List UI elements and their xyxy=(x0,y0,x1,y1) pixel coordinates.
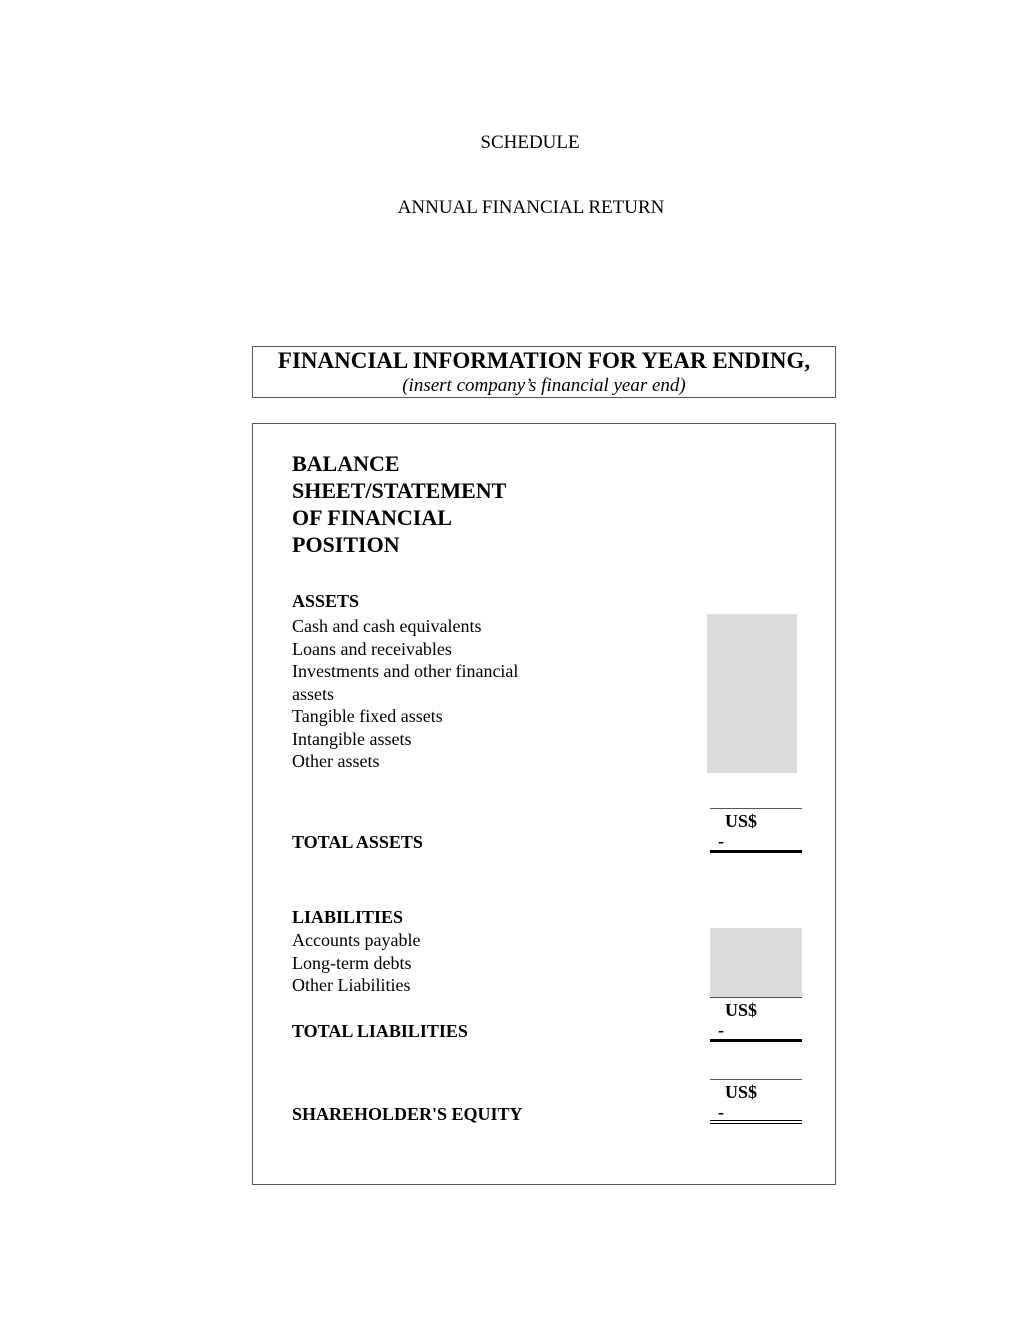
list-item: Intangible assets xyxy=(292,728,412,749)
title-line: BALANCE xyxy=(292,451,400,476)
list-item: Other Liabilities xyxy=(292,975,411,995)
title-line: POSITION xyxy=(292,532,400,557)
financial-info-box xyxy=(252,346,836,398)
assets-heading: ASSETS xyxy=(292,591,360,611)
shareholders-equity-value: - xyxy=(718,1102,724,1122)
total-assets-cell xyxy=(710,808,802,853)
list-item: assets xyxy=(292,683,334,704)
list-item: Tangible fixed assets xyxy=(292,706,443,726)
liabilities-entry-area[interactable] xyxy=(710,928,802,998)
total-underline xyxy=(710,1039,802,1042)
total-liabilities-value: - xyxy=(718,1020,724,1040)
balance-sheet-box xyxy=(252,423,836,1185)
balance-sheet-title xyxy=(292,450,552,558)
liabilities-heading: LIABILITIES xyxy=(292,907,404,927)
schedule-heading: SCHEDULE xyxy=(480,132,580,153)
liabilities-list xyxy=(292,929,562,997)
annual-financial-return-heading: ANNUAL FINANCIAL RETURN xyxy=(397,197,665,218)
total-liabilities-label: TOTAL LIABILITIES xyxy=(292,1021,468,1041)
list-item: Other assets xyxy=(292,751,380,771)
list-item: Loans and receivables xyxy=(292,638,452,659)
list-item: Cash and cash equivalents xyxy=(292,616,482,636)
assets-list xyxy=(292,615,562,773)
total-assets-value: - xyxy=(718,831,724,851)
total-assets-label: TOTAL ASSETS xyxy=(292,832,423,852)
total-underline xyxy=(710,850,802,853)
total-liabilities-cell xyxy=(710,997,802,1042)
shareholders-equity-label: SHAREHOLDER'S EQUITY xyxy=(292,1104,523,1124)
list-item: Accounts payable xyxy=(292,930,421,950)
financial-info-title: FINANCIAL INFORMATION FOR YEAR ENDING, xyxy=(277,348,811,373)
shareholders-equity-cell xyxy=(710,1079,802,1124)
title-line: OF FINANCIAL xyxy=(292,505,452,530)
list-item: Investments and other financial xyxy=(292,661,519,681)
list-item: Long-term debts xyxy=(292,952,412,973)
total-liabilities-currency: US$ xyxy=(725,1000,758,1020)
assets-entry-area[interactable] xyxy=(707,614,797,773)
title-line: SHEET/STATEMENT xyxy=(292,478,507,503)
shareholders-equity-currency: US$ xyxy=(725,1082,758,1102)
double-underline xyxy=(710,1120,802,1124)
total-assets-currency: US$ xyxy=(725,811,758,831)
financial-year-end-instruction: (insert company’s financial year end) xyxy=(402,375,686,396)
